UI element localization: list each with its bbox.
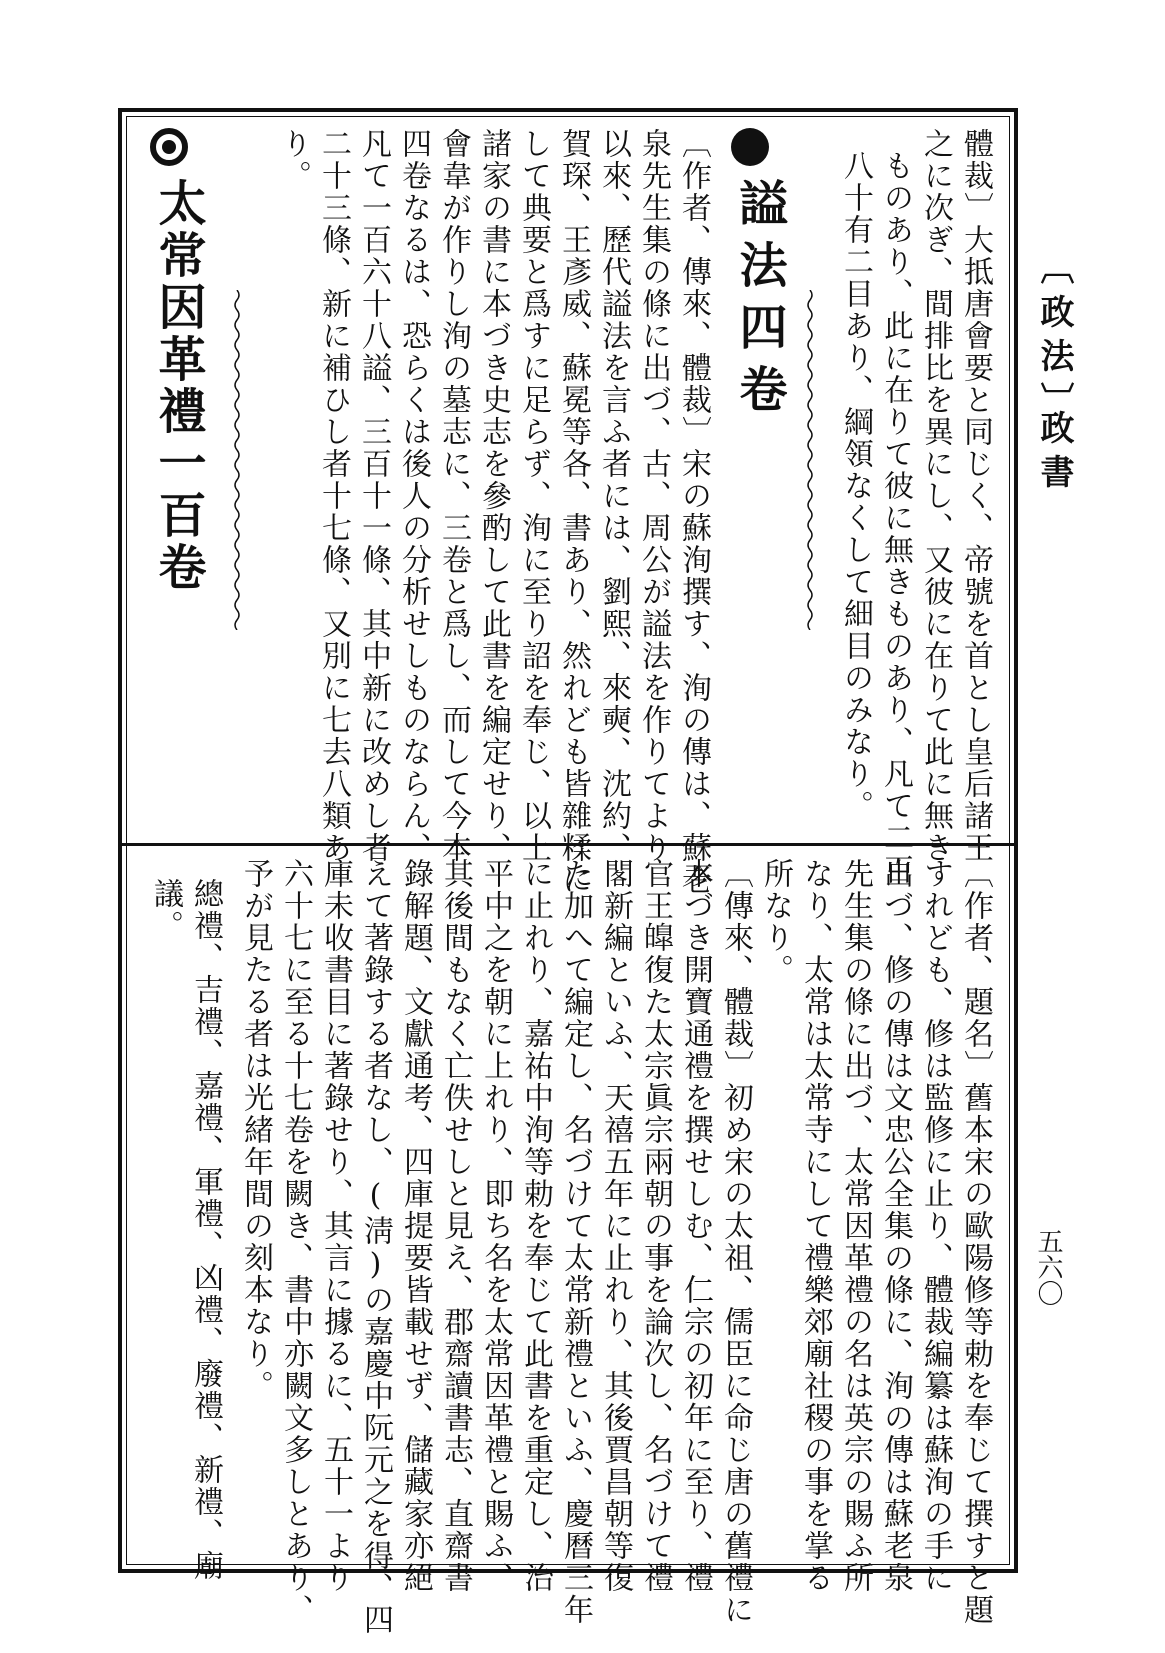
- text-column: 以來、歷代謚法を言ふ者には、劉熙、來奭、沈約、: [596, 128, 631, 864]
- text-column: 出づ、修の傳は文忠公全集の條に、洵の傳は蘇老泉: [878, 858, 913, 1594]
- text-column: 八十有二目あり、綱領なくして細目のみなり。: [838, 150, 873, 822]
- text-column: 先生集の條に出づ、太常因革禮の名は英宗の賜ふ所: [838, 858, 873, 1594]
- text-column: 賀琛、王彥威、蘇冕等各、書あり、然れども皆雜糅に: [556, 128, 591, 896]
- text-column: 二十三條、新に補ひし者十七條、又別に七去八類あ: [316, 128, 351, 864]
- section-bullet-icon: [150, 128, 188, 166]
- wavy-rule: [232, 290, 242, 630]
- section-heading: 太常因革禮一百卷: [150, 178, 206, 594]
- text-column: 平中之を朝に上れり、即ち名を太常因革禮と賜ふ、: [478, 858, 513, 1594]
- running-header-section: 〔政法〕: [1034, 250, 1074, 426]
- text-column: 會韋が作りし洵の墓志に、三卷と爲し、而して今本: [436, 128, 471, 864]
- text-column: 泉先生集の條に出づ、古、周公が謚法を作りてより: [636, 128, 671, 864]
- text-column: 〔傳來、體裁〕初め宋の太祖、儒臣に命じ唐の舊禮に: [718, 858, 753, 1626]
- section-bullet-icon: [731, 128, 769, 166]
- page-number: 五六〇: [1033, 1228, 1063, 1306]
- text-column: 議。: [148, 878, 183, 942]
- text-column: 本づき開寶通禮を撰せしむ、仁宗の初年に至り、禮: [678, 858, 713, 1594]
- text-column: 其後間もなく亡佚せしと見え、郡齋讀書志、直齋書: [438, 858, 473, 1594]
- text-column: に止れり、嘉祐中洵等勅を奉じて此書を重定し、治: [518, 858, 553, 1594]
- running-header-title: 政書: [1034, 410, 1074, 498]
- text-column: 庫未收書目に著錄せり、其言に據るに、五十一より: [318, 858, 353, 1594]
- text-column: 凡て一百六十八謚、三百十一條、其中新に改めし者: [356, 128, 391, 864]
- text-column: 〔作者、傳來、體裁〕宋の蘇洵撰す、洵の傳は、蘇老: [676, 128, 711, 896]
- text-column: なり、太常は太常寺にして禮樂郊廟社稷の事を掌る: [798, 858, 833, 1594]
- text-column: 〔作者、題名〕舊本宋の歐陽修等勅を奉じて撰すと題: [958, 858, 993, 1626]
- text-column: えて著錄する者なし、(淸)の嘉慶中阮元之を得、四: [358, 858, 393, 1636]
- text-column: 所なり。: [758, 858, 793, 986]
- text-column: すれども、修は監修に止り、體裁編纂は蘇洵の手に: [918, 858, 953, 1594]
- section-heading: 謚法四卷: [731, 178, 787, 426]
- text-column: た加へて編定し、名づけて太常新禮といふ、慶曆三年: [558, 858, 593, 1626]
- text-column: 體裁〕大抵唐會要と同じく、帝號を首とし皇后諸王: [958, 128, 993, 864]
- text-column: り。: [276, 128, 311, 192]
- text-column: 官王皥復た太宗眞宗兩朝の事を論次し、名づけて禮: [638, 858, 673, 1594]
- text-column: ものあり、此に在りて彼に無きものあり、凡て二百: [878, 150, 913, 886]
- text-column: 予が見たる者は光緒年間の刻本なり。: [238, 858, 273, 1402]
- text-column: 閣新編といふ、天禧五年に止れり、其後賈昌朝等復: [598, 858, 633, 1594]
- text-column: 之に次ぎ、間排比を異にし、又彼に在りて此に無き: [918, 128, 953, 864]
- text-column: 總禮、吉禮、嘉禮、軍禮、凶禮、廢禮、新禮、廟: [188, 878, 223, 1582]
- text-column: 六十七に至る十七卷を闕き、書中亦闕文多しとあり、: [278, 858, 313, 1626]
- text-column: して典要と爲すに足らず、洵に至り詔を奉じ、以上: [516, 128, 551, 864]
- text-column: 四卷なるは、恐らくは後人の分析せしものならん、: [396, 128, 431, 864]
- text-column: 錄解題、文獻通考、四庫提要皆載せず、儲藏家亦絕: [398, 858, 433, 1594]
- wavy-rule: [805, 290, 815, 630]
- text-column: 諸家の書に本づき史志を參酌して此書を編定せり、: [476, 128, 511, 864]
